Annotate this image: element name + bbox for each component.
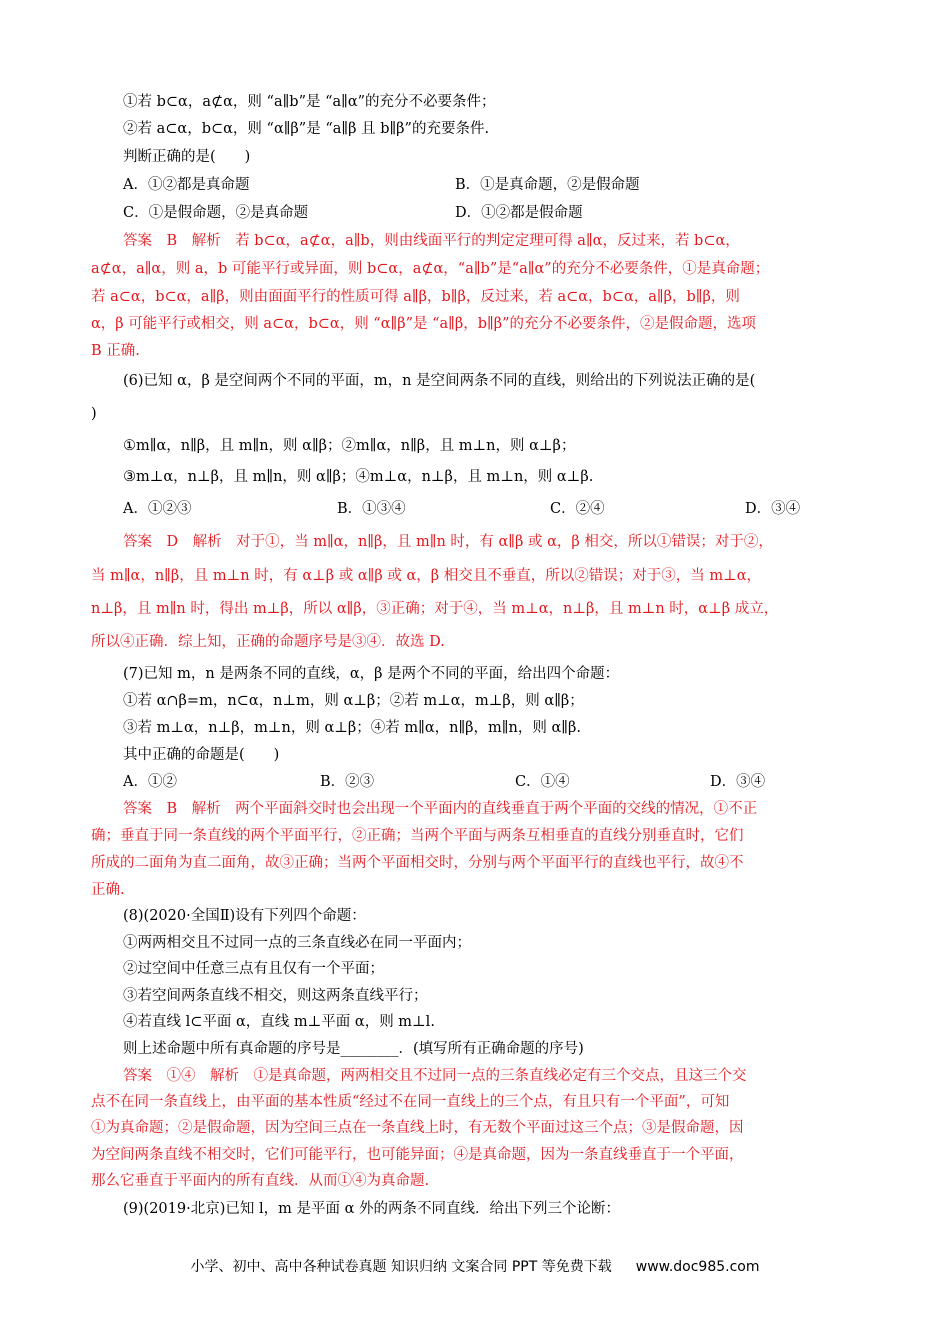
answer-line: 为空间两条直线不相交时，它们可能平行，也可能异面；④是真命题，因为一条直线垂直于一个平面， — [91, 1147, 744, 1163]
question-prompt: 判断正确的是( ) — [123, 149, 251, 165]
question-prompt: 其中正确的命题是( ) — [123, 747, 280, 763]
answer-line: 所以④正确．综上知，正确的命题序号是③④．故选 D. — [91, 634, 445, 650]
option-a: A．①②都是真命题 — [123, 177, 250, 193]
option-d: D．③④ — [745, 501, 801, 517]
option-c: C．②④ — [550, 501, 605, 517]
problem-8-statement: ①两两相交且不过同一点的三条直线必在同一平面内； — [123, 935, 471, 951]
problem-8-statement: ②过空间中任意三点有且仅有一个平面； — [123, 961, 384, 977]
footer-text: 小学、初中、高中各种试卷真题 知识归纳 文案合同 PPT 等免费下载 — [190, 1259, 612, 1275]
option-b: B．①是真命题，②是假命题 — [455, 177, 640, 193]
option-a: A．①②③ — [123, 501, 192, 517]
footer-url[interactable]: www.doc985.com — [635, 1259, 760, 1275]
page-footer — [0, 1256, 950, 1276]
answer-line: B 正确. — [91, 343, 140, 359]
answer-line: n⊥β，且 m∥n 时，得出 m⊥β，所以 α∥β，③正确；对于④，当 m⊥α，n⊥β，且 m⊥n 时，α⊥β 成立， — [91, 601, 779, 617]
option-a: A．①② — [123, 774, 177, 790]
problem-7-statements: ①若 α∩β=m，n⊂α，n⊥m，则 α⊥β；②若 m⊥α，m⊥β，则 α∥β； — [123, 693, 584, 709]
option-b: B．①③④ — [337, 501, 406, 517]
answer-line: 答案 ①④ 解析 ①是真命题，两两相交且不过同一点的三条直线必定有三个交点，且这三个交 — [123, 1068, 747, 1084]
option-c: C．①④ — [515, 774, 570, 790]
problem-7-stem: (7)已知 m，n 是两条不同的直线，α，β 是两个不同的平面，给出四个命题： — [123, 666, 620, 682]
answer-line: 那么它垂直于平面内的所有直线．从而①④为真命题. — [91, 1173, 430, 1189]
option-d: D．①②都是假命题 — [455, 205, 583, 221]
option-c: C．①是假命题，②是真命题 — [123, 205, 309, 221]
answer-line: α，β 可能平行或相交，则 a⊂α，b⊂α，则 “α∥β”是 “a∥β，b∥β”的充分不必要条件，②是假命题，选项 — [91, 316, 757, 332]
answer-line: 正确. — [91, 882, 125, 898]
problem-9-stem: (9)(2019·北京)已知 l，m 是平面 α 外的两条不同直线．给出下列三个论断： — [123, 1201, 620, 1217]
answer-line: 答案 B 解析 两个平面斜交时也会出现一个平面内的直线垂直于两个平面的交线的情况，①不正 — [123, 801, 758, 817]
question-prompt: 则上述命题中所有真命题的序号是________．(填写所有正确命题的序号) — [123, 1041, 584, 1057]
problem-7-statements: ③若 m⊥α，n⊥β，m⊥n，则 α⊥β；④若 m∥α，n∥β，m∥n，则 α∥β. — [123, 720, 581, 736]
option-b: B．②③ — [320, 774, 375, 790]
problem-8-statement: ③若空间两条直线不相交，则这两条直线平行； — [123, 988, 428, 1004]
answer-line: 若 a⊂α，b⊂α，a∥β，则由面面平行的性质可得 a∥β，b∥β，反过来，若 a⊂α，b⊂α，a∥β，b∥β，则 — [91, 289, 740, 305]
statement-2: ②若 a⊂α，b⊂α，则 “α∥β”是 “a∥β 且 b∥β”的充要条件. — [123, 121, 490, 137]
answer-line: ①为真命题；②是假命题，因为空间三点在一条直线上时，有无数个平面过这三个点；③是假命题，因 — [91, 1120, 744, 1136]
answer-line: 确；垂直于同一条直线的两个平面平行，②正确；当两个平面与两条互相垂直的直线分别垂直时，它们 — [91, 828, 744, 844]
problem-6-stem-end: ) — [91, 406, 97, 422]
answer-line: 答案 D 解析 对于①，当 m∥α，n∥β，且 m∥n 时，有 α∥β 或 α，β 相交，所以①错误；对于②， — [123, 534, 773, 550]
problem-8-statement: ④若直线 l⊂平面 α，直线 m⊥平面 α，则 m⊥l. — [123, 1014, 435, 1030]
problem-6-statements: ①m∥α，n∥β，且 m∥n，则 α∥β；②m∥α，n∥β，且 m⊥n，则 α⊥β； — [123, 438, 576, 454]
answer-line: a⊄α，a∥α，则 a，b 可能平行或异面，则 b⊂α，a⊄α，“a∥b”是“a∥α”的充分不必要条件，①是真命题； — [91, 261, 770, 277]
answer-line: 所成的二面角为直二面角，故③正确；当两个平面相交时，分别与两个平面平行的直线也平行，故④不 — [91, 855, 744, 871]
option-d: D．③④ — [710, 774, 766, 790]
problem-6-stem: (6)已知 α，β 是空间两个不同的平面，m，n 是空间两条不同的直线，则给出的下列说法正确的是( — [123, 373, 756, 389]
statement-1: ①若 b⊂α，a⊄α，则 “a∥b”是 “a∥α”的充分不必要条件； — [123, 94, 496, 110]
answer-line: 答案 B 解析 若 b⊂α，a⊄α，a∥b，则由线面平行的判定定理可得 a∥α，反过来，若 b⊂α， — [123, 233, 740, 249]
answer-line: 当 m∥α，n∥β，且 m⊥n 时，有 α⊥β 或 α∥β 或 α，β 相交且不垂直，所以②错误；对于③，当 m⊥α， — [91, 568, 762, 584]
answer-line: 点不在同一条直线上，由平面的基本性质“经过不在同一直线上的三个点，有且只有一个平面”，可知 — [91, 1094, 730, 1110]
problem-6-statements: ③m⊥α，n⊥β，且 m∥n，则 α∥β；④m⊥α，n⊥β，且 m⊥n，则 α⊥β. — [123, 469, 594, 485]
problem-8-stem: (8)(2020·全国Ⅱ)设有下列四个命题： — [123, 908, 366, 924]
